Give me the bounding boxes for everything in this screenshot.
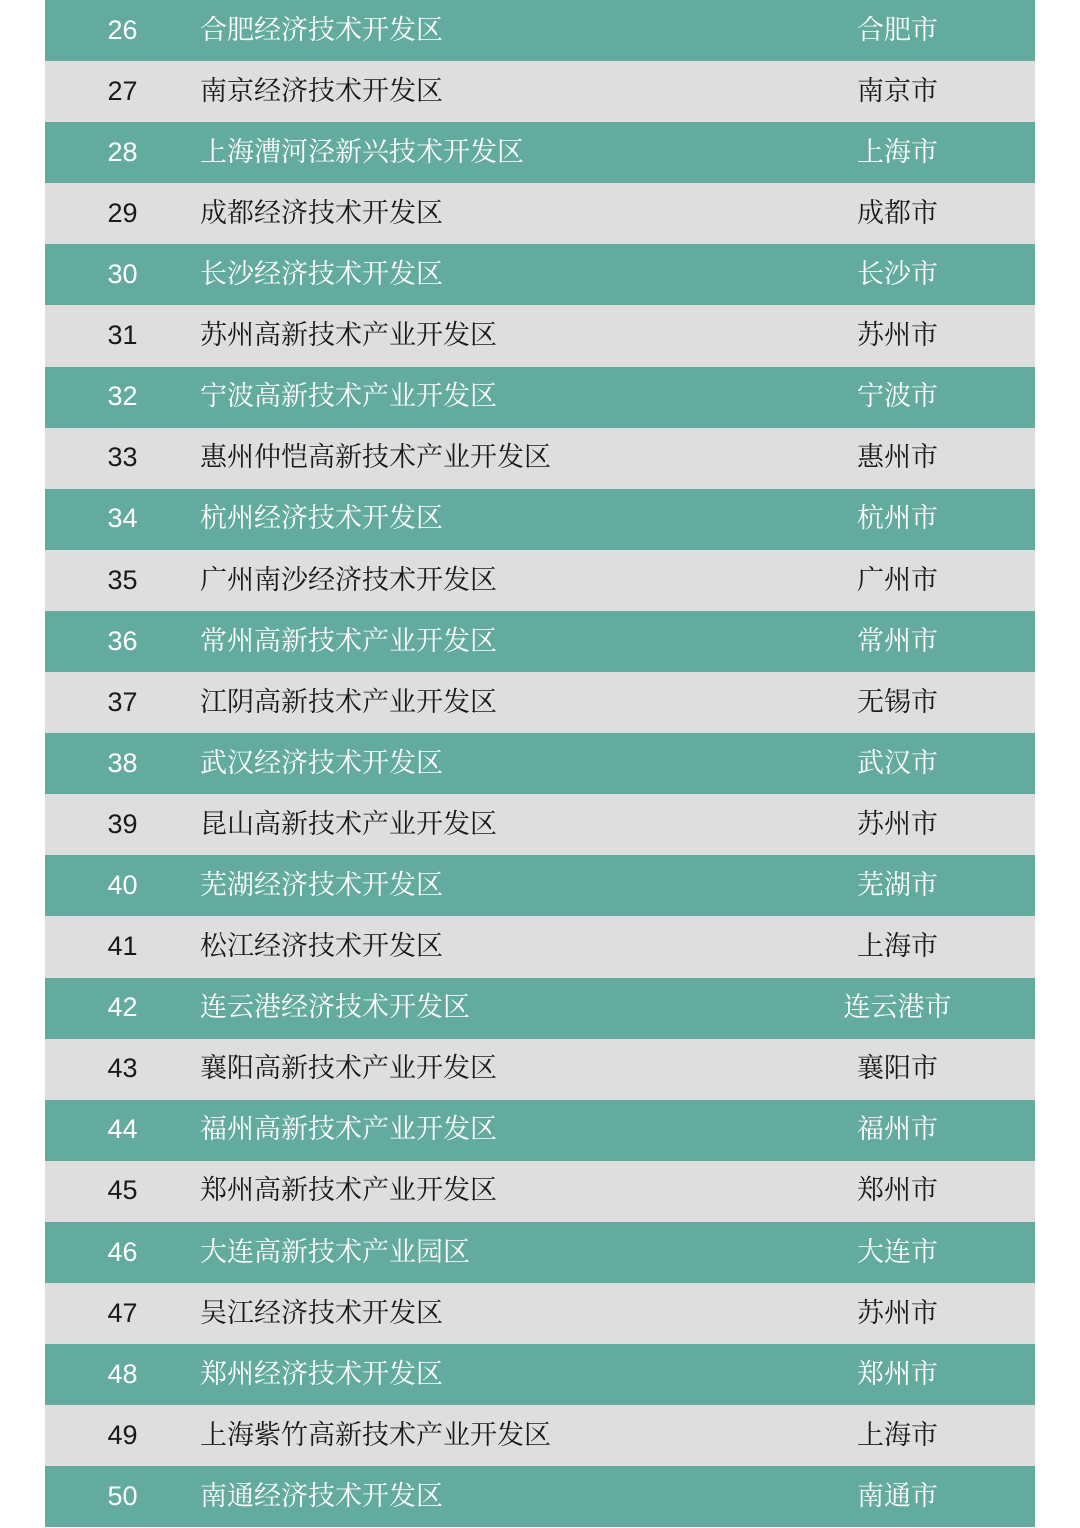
table-row: [45, 1161, 1035, 1222]
cell-zone-name: 常州高新技术产业开发区: [200, 611, 760, 672]
table-row: [45, 672, 1035, 733]
table-row: [45, 367, 1035, 428]
table-body: [45, 0, 1035, 1527]
cell-rank: 36: [45, 611, 200, 672]
cell-city: 惠州市: [760, 428, 1035, 489]
cell-rank: 29: [45, 183, 200, 244]
cell-zone-name: 广州南沙经济技术开发区: [200, 550, 760, 611]
table-row: [45, 428, 1035, 489]
cell-zone-name: 江阴高新技术产业开发区: [200, 672, 760, 733]
cell-city: 上海市: [760, 122, 1035, 183]
cell-zone-name: 宁波高新技术产业开发区: [200, 367, 760, 428]
table-row: [45, 978, 1035, 1039]
cell-zone-name: 大连高新技术产业园区: [200, 1222, 760, 1283]
table-row: [45, 122, 1035, 183]
cell-city: 南通市: [760, 1466, 1035, 1527]
cell-rank: 47: [45, 1283, 200, 1344]
cell-city: 芜湖市: [760, 855, 1035, 916]
cell-zone-name: 杭州经济技术开发区: [200, 489, 760, 550]
cell-zone-name: 襄阳高新技术产业开发区: [200, 1039, 760, 1100]
table-row: [45, 0, 1035, 61]
cell-zone-name: 芜湖经济技术开发区: [200, 855, 760, 916]
cell-city: 襄阳市: [760, 1039, 1035, 1100]
table-row: [45, 244, 1035, 305]
cell-rank: 43: [45, 1039, 200, 1100]
cell-zone-name: 上海漕河泾新兴技术开发区: [200, 122, 760, 183]
table-row: [45, 183, 1035, 244]
table-row: [45, 916, 1035, 977]
cell-zone-name: 长沙经济技术开发区: [200, 244, 760, 305]
cell-rank: 33: [45, 428, 200, 489]
cell-zone-name: 昆山高新技术产业开发区: [200, 794, 760, 855]
cell-zone-name: 合肥经济技术开发区: [200, 0, 760, 61]
cell-rank: 30: [45, 244, 200, 305]
table-row: [45, 1100, 1035, 1161]
cell-rank: 32: [45, 367, 200, 428]
cell-rank: 46: [45, 1222, 200, 1283]
cell-zone-name: 郑州高新技术产业开发区: [200, 1161, 760, 1222]
cell-city: 常州市: [760, 611, 1035, 672]
cell-rank: 49: [45, 1405, 200, 1466]
cell-rank: 35: [45, 550, 200, 611]
cell-city: 宁波市: [760, 367, 1035, 428]
table-row: [45, 1039, 1035, 1100]
cell-rank: 44: [45, 1100, 200, 1161]
cell-city: 合肥市: [760, 0, 1035, 61]
development-zone-ranking-table: [45, 0, 1035, 1527]
cell-city: 成都市: [760, 183, 1035, 244]
cell-city: 广州市: [760, 550, 1035, 611]
table-row: [45, 1405, 1035, 1466]
table-row: [45, 611, 1035, 672]
cell-city: 杭州市: [760, 489, 1035, 550]
cell-city: 上海市: [760, 1405, 1035, 1466]
cell-rank: 37: [45, 672, 200, 733]
cell-rank: 40: [45, 855, 200, 916]
cell-zone-name: 南通经济技术开发区: [200, 1466, 760, 1527]
table-row: [45, 550, 1035, 611]
table-row: [45, 794, 1035, 855]
cell-city: 大连市: [760, 1222, 1035, 1283]
cell-zone-name: 成都经济技术开发区: [200, 183, 760, 244]
cell-zone-name: 松江经济技术开发区: [200, 916, 760, 977]
cell-city: 苏州市: [760, 1283, 1035, 1344]
table-row: [45, 855, 1035, 916]
cell-city: 福州市: [760, 1100, 1035, 1161]
cell-zone-name: 福州高新技术产业开发区: [200, 1100, 760, 1161]
cell-city: 郑州市: [760, 1161, 1035, 1222]
table-row: [45, 1466, 1035, 1527]
cell-zone-name: 惠州仲恺高新技术产业开发区: [200, 428, 760, 489]
cell-city: 连云港市: [760, 978, 1035, 1039]
cell-city: 南京市: [760, 61, 1035, 122]
cell-rank: 34: [45, 489, 200, 550]
table-row: [45, 1344, 1035, 1405]
table-row: [45, 489, 1035, 550]
table-row: [45, 733, 1035, 794]
cell-city: 无锡市: [760, 672, 1035, 733]
cell-zone-name: 吴江经济技术开发区: [200, 1283, 760, 1344]
cell-rank: 39: [45, 794, 200, 855]
cell-zone-name: 郑州经济技术开发区: [200, 1344, 760, 1405]
table-row: [45, 1222, 1035, 1283]
cell-rank: 41: [45, 916, 200, 977]
table-row: [45, 61, 1035, 122]
cell-city: 武汉市: [760, 733, 1035, 794]
cell-city: 苏州市: [760, 794, 1035, 855]
cell-zone-name: 南京经济技术开发区: [200, 61, 760, 122]
cell-rank: 45: [45, 1161, 200, 1222]
cell-rank: 28: [45, 122, 200, 183]
cell-zone-name: 连云港经济技术开发区: [200, 978, 760, 1039]
cell-rank: 26: [45, 0, 200, 61]
cell-zone-name: 苏州高新技术产业开发区: [200, 305, 760, 366]
cell-zone-name: 上海紫竹高新技术产业开发区: [200, 1405, 760, 1466]
cell-zone-name: 武汉经济技术开发区: [200, 733, 760, 794]
cell-rank: 31: [45, 305, 200, 366]
cell-city: 苏州市: [760, 305, 1035, 366]
cell-city: 郑州市: [760, 1344, 1035, 1405]
cell-rank: 50: [45, 1466, 200, 1527]
cell-rank: 42: [45, 978, 200, 1039]
cell-city: 长沙市: [760, 244, 1035, 305]
table-row: [45, 305, 1035, 366]
cell-city: 上海市: [760, 916, 1035, 977]
cell-rank: 38: [45, 733, 200, 794]
cell-rank: 27: [45, 61, 200, 122]
cell-rank: 48: [45, 1344, 200, 1405]
table-row: [45, 1283, 1035, 1344]
